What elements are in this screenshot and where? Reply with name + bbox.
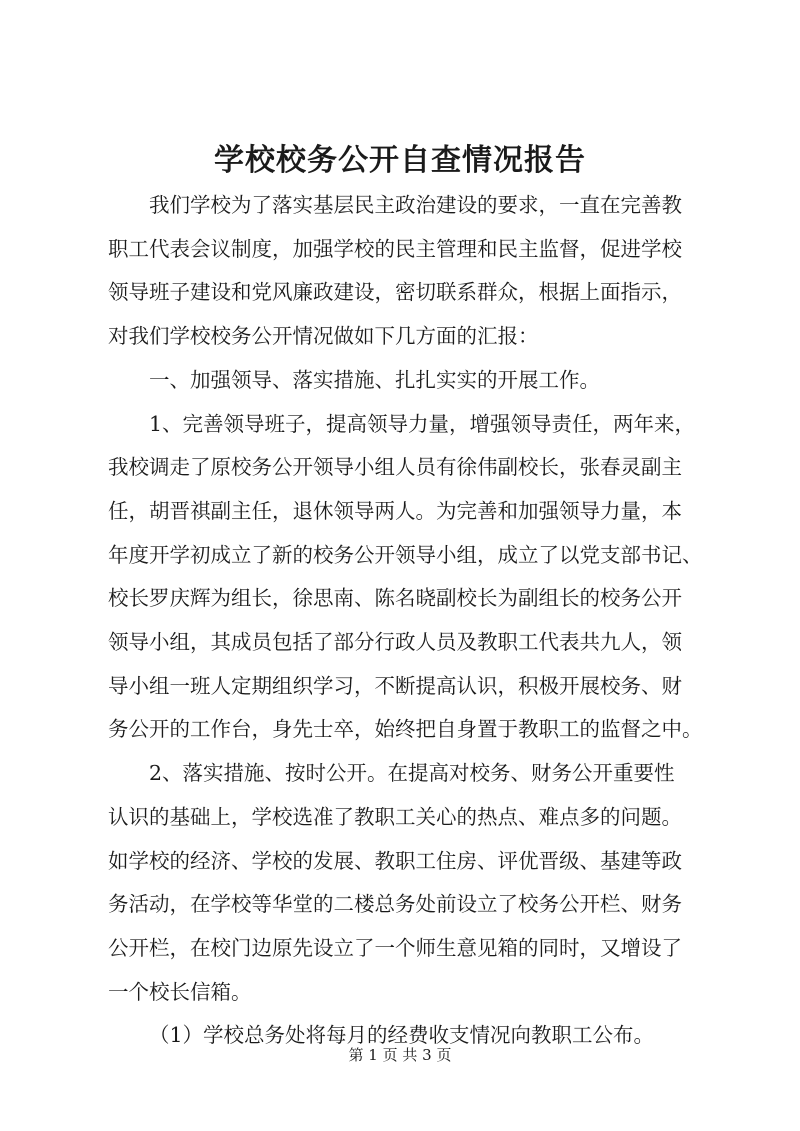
text-line: 2、落实措施、按时公开。在提高对校务、财务公开重要性: [149, 761, 675, 786]
text-line: 务活动，在学校等华堂的二楼总务处前设立了校务公开栏、财务: [108, 892, 682, 917]
text-line: （1）学校总务处将每月的经费收支情况向教职工公布。: [149, 1023, 655, 1048]
text-line: 校长罗庆辉为组长，徐思南、陈名晓副校长为副组长的校务公开: [108, 586, 682, 611]
text-line: 职工代表会议制度，加强学校的民主管理和民主监督，促进学校: [108, 236, 682, 261]
text-line: 一个校长信箱。: [108, 979, 252, 1004]
document-title: 学校校务公开自查情况报告: [214, 143, 586, 178]
text-line: 我校调走了原校务公开领导小组人员有徐伟副校长，张春灵副主: [108, 455, 682, 480]
text-line: 认识的基础上，学校选准了教职工关心的热点、难点多的问题。: [108, 804, 682, 829]
paragraph: [108, 403, 703, 753]
paragraph: [108, 752, 700, 1014]
text-line: 我们学校为了落实基层民主政治建设的要求，一直在完善教: [149, 193, 682, 217]
text-line: 务公开的工作台，身先士卒，始终把自身置于教职工的监督之中。: [108, 717, 703, 742]
text-line: 如学校的经济、学校的发展、教职工住房、评优晋级、基建等政: [108, 848, 682, 873]
page-footer: 第 1 页 共 3 页: [348, 1046, 452, 1064]
text-line: 1、完善领导班子，提高领导力量，增强领导责任，两年来，: [149, 411, 696, 436]
document-body: [108, 184, 703, 1058]
text-line: 领导班子建设和党风廉政建设，密切联系群众，根据上面指示，: [108, 280, 682, 305]
text-line: 对我们学校校务公开情况做如下几方面的汇报：: [108, 324, 539, 349]
paragraph: [108, 359, 700, 403]
text-line: 任，胡晋祺副主任，退休领导两人。为完善和加强领导力量，本: [108, 498, 682, 523]
text-line: 领导小组，其成员包括了部分行政人员及教职工代表共九人，领: [108, 630, 682, 655]
text-line: 年度开学初成立了新的校务公开领导小组，成立了以党支部书记、: [108, 542, 703, 567]
section-heading: 一、加强领导、落实措施、扎扎实实的开展工作。: [149, 367, 600, 392]
paragraph: [108, 184, 700, 359]
text-line: 导小组一班人定期组织学习，不断提高认识，积极开展校务、财: [108, 673, 682, 698]
text-line: 公开栏，在校门边原先设立了一个师生意见箱的同时，又增设了: [108, 935, 682, 960]
